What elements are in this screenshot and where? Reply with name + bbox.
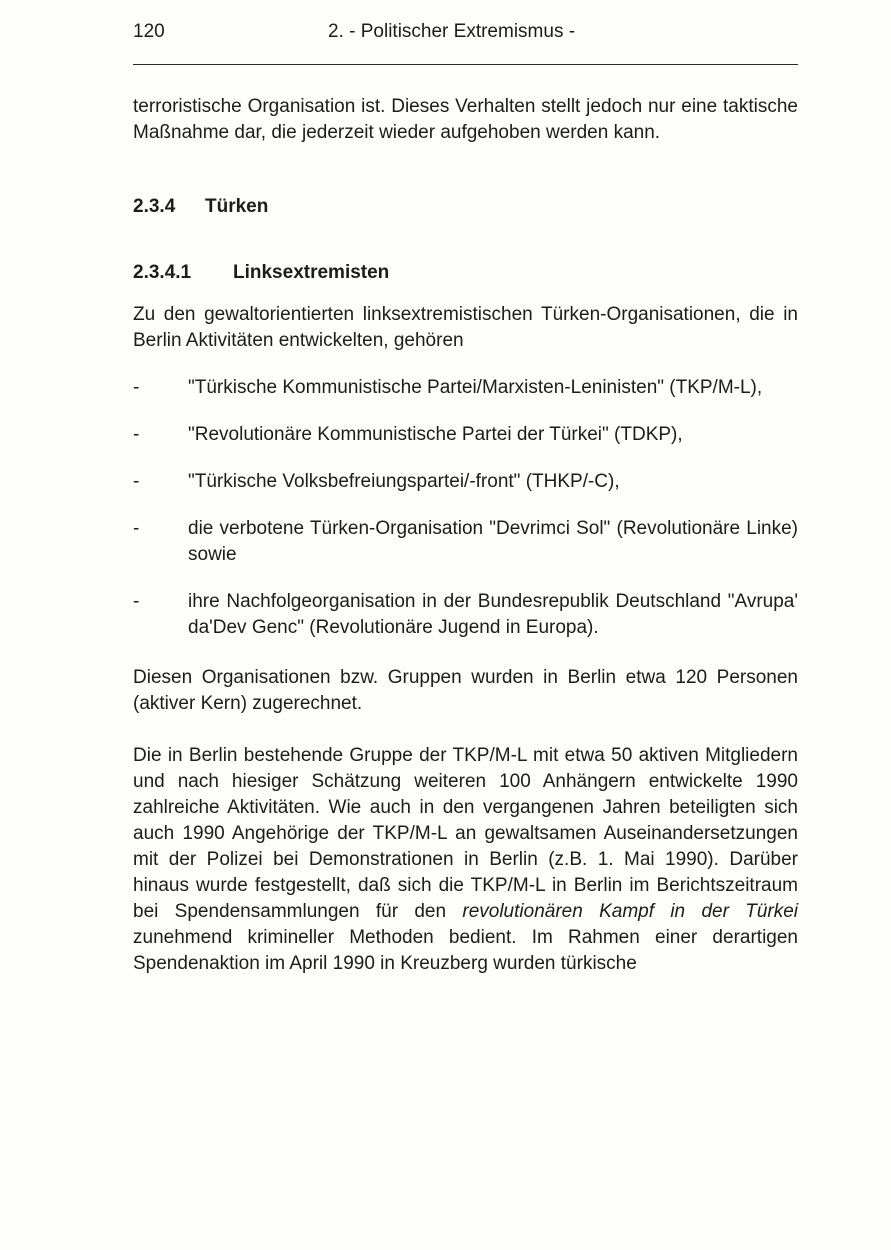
- list-dash: -: [133, 377, 140, 398]
- list-item: [133, 589, 798, 641]
- list-dash: -: [133, 471, 140, 492]
- page-number: 120: [133, 21, 165, 42]
- running-title: 2. - Politischer Extremismus -: [328, 21, 576, 42]
- list-dash: -: [133, 591, 140, 612]
- list-item: [133, 469, 798, 495]
- tkp-text-start: Die in Berlin bestehende Gruppe der TKP/M-L mit etwa 50 aktiven Mitgliedern und nach hiesiger Schätzung weiteren 100 Anhängern entwickelte 1990 zahlreiche Aktivitäten. Wie auch in den vergangenen Jahren beteiligten sich auch 1990 Angehörige der TKP/M-L an gewaltsamen Auseinandersetzungen mit der Polizei bei Demonstrationen in Berlin (z.B. 1. Mai 1990). Darüber hinaus wurde festgestellt, daß sich die TKP/M-L in Berlin im Berichtszeitraum bei Spendensammlungen für den: [133, 745, 798, 922]
- tkp-text-end: zunehmend krimineller Methoden bedient. Im Rahmen einer derartigen Spendenaktion im April 1990 in Kreuzberg wurden türkische: [133, 927, 798, 974]
- section-title: Türken: [205, 196, 269, 217]
- list-dash: -: [133, 424, 140, 445]
- subsection-title: Linksextremisten: [233, 262, 390, 283]
- list-item-text: die verbotene Türken-Organisation "Devrimci Sol" (Revolutionäre Linke) sowie: [188, 518, 798, 565]
- tkp-text-italic: revolutionären Kampf in der Türkei: [462, 901, 799, 922]
- section-heading: [133, 194, 798, 220]
- list-item-text: "Türkische Volksbefreiungspartei/-front" (THKP/-C),: [188, 471, 620, 492]
- organization-list: [133, 375, 798, 641]
- section-number: 2.3.4: [133, 196, 176, 217]
- page-header: [133, 18, 798, 46]
- list-item: [133, 516, 798, 568]
- intro-paragraph: terroristische Organisation ist. Dieses Verhalten stellt jedoch nur eine taktische Maßnahme dar, die jederzeit wieder aufgehoben werden kann.: [133, 96, 798, 143]
- list-item-text: "Revolutionäre Kommunistische Partei der Türkei" (TDKP),: [188, 424, 683, 445]
- members-paragraph: Diesen Organisationen bzw. Gruppen wurden in Berlin etwa 120 Personen (aktiver Kern) zugerechnet.: [133, 667, 798, 714]
- list-item-text: ihre Nachfolgeorganisation in der Bundesrepublik Deutschland "Avrupa' da'Dev Genc" (Revolutionäre Jugend in Europa).: [188, 591, 798, 638]
- list-item: [133, 422, 798, 448]
- page-body: [133, 94, 798, 977]
- tkp-paragraph: [133, 743, 798, 977]
- list-dash: -: [133, 518, 140, 539]
- list-intro: Zu den gewaltorientierten linksextremistischen Türken-Organisationen, die in Berlin Aktivitäten entwickelten, gehören: [133, 304, 798, 351]
- header-rule: [133, 64, 798, 65]
- list-item-text: "Türkische Kommunistische Partei/Marxisten-Leninisten" (TKP/M-L),: [188, 377, 763, 398]
- subsection-heading: [133, 260, 798, 286]
- list-item: [133, 375, 798, 401]
- subsection-number: 2.3.4.1: [133, 262, 192, 283]
